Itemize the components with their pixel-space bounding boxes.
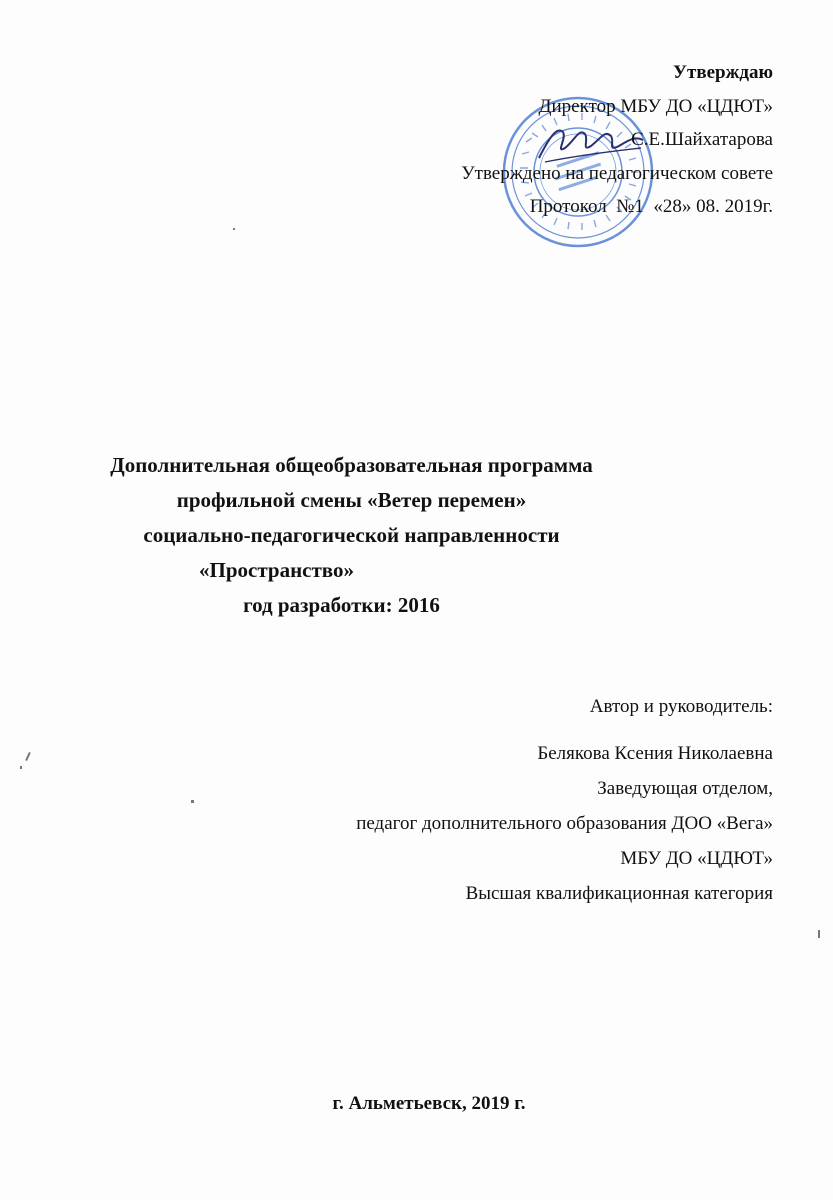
- author-category: Высшая квалификационная категория: [465, 883, 773, 904]
- title-line-3: социально-педагогической направленности: [143, 523, 560, 547]
- scan-speck: [818, 930, 820, 938]
- approval-council-note: Утверждено на педагогическом совете: [461, 162, 773, 184]
- author-role-2: педагог дополнительного образования ДОО «Вега»: [356, 813, 773, 834]
- approval-position: Директор МБУ ДО «ЦДЮТ»: [538, 95, 773, 117]
- approval-block: [353, 56, 773, 224]
- place-year-text: г. Альметьевск, 2019 г.: [332, 1093, 526, 1114]
- author-block: [253, 690, 773, 911]
- author-name: Белякова Ксения Николаевна: [537, 743, 773, 764]
- author-role-1: Заведующая отделом,: [597, 778, 773, 799]
- place-year: [0, 1093, 833, 1115]
- program-title: [0, 448, 833, 623]
- approval-protocol: Протокол №1 «28» 08. 2019г.: [529, 196, 773, 217]
- scan-speck: [20, 766, 22, 769]
- scan-speck: [25, 752, 31, 761]
- title-line-5: год разработки: 2016: [243, 593, 440, 617]
- author-heading: Автор и руководитель:: [589, 696, 773, 717]
- title-line-1: Дополнительная общеобразовательная программа: [110, 453, 593, 477]
- author-org: МБУ ДО «ЦДЮТ»: [620, 848, 773, 869]
- title-line-4: «Пространство»: [198, 558, 355, 582]
- approval-signatory: С.Е.Шайхатарова: [631, 129, 773, 150]
- approval-heading: Утверждаю: [673, 62, 773, 83]
- scan-speck: [191, 800, 194, 803]
- scan-speck: [233, 228, 235, 230]
- title-line-2: профильной смены «Ветер перемен»: [176, 488, 527, 512]
